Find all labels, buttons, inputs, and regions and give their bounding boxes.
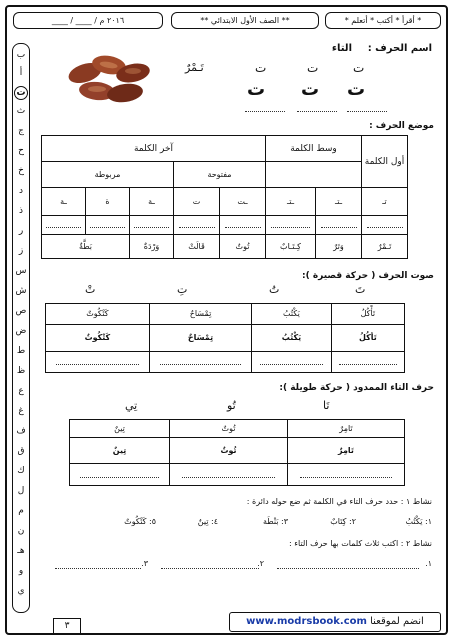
activity2-number: ٢. (257, 559, 264, 568)
alphabet-letter: ي (17, 586, 25, 596)
long-word-big: تُوتٌ (170, 438, 288, 464)
alphabet-letter: ج (18, 126, 24, 136)
alphabet-letter: ع (18, 386, 24, 396)
letter-name: التاء (331, 43, 352, 54)
word-cell: بَطَّةٌ (42, 235, 130, 259)
alphabet-letter: ط (16, 346, 26, 356)
alphabet-letter: هـ (17, 546, 25, 556)
form-cell: ـت (220, 188, 266, 216)
alphabet-letter: ض (15, 326, 27, 336)
header (7, 7, 446, 33)
long-word-big: تَامِرٌ (287, 438, 404, 464)
grade-box: ** الصف الأول الابتدائي ** (171, 12, 319, 29)
alphabet-letter: غ (18, 406, 24, 416)
middle-spacer (266, 162, 362, 188)
big-letter: ت (247, 79, 266, 100)
blank-cell[interactable] (362, 216, 408, 235)
form-cell: ت (174, 188, 220, 216)
trace-letter: ت (353, 61, 365, 75)
page-number: ٣ (53, 618, 81, 635)
activity2-number: ١. (425, 559, 432, 568)
alphabet-letter: د (18, 186, 23, 196)
alphabet-letter: ر (18, 226, 24, 236)
alphabet-letter: ث (16, 106, 26, 116)
alphabet-letter: ل (17, 486, 25, 496)
activity1-item[interactable]: ١: يَكْتُبُ (405, 517, 432, 526)
blank-cell[interactable] (174, 216, 220, 235)
word-cell: وَتَرٌ (316, 235, 362, 259)
picture-word: تَـمْرٌ (185, 61, 204, 74)
word-cell: قَالَتْ (174, 235, 220, 259)
blank-cell[interactable] (266, 216, 316, 235)
word-cell: وَرْدَةٌ (130, 235, 174, 259)
alphabet-column (12, 43, 30, 613)
dates-picture (63, 47, 159, 109)
alphabet-letter: ص (15, 306, 27, 316)
short-vowel-label: تْ (85, 283, 96, 296)
long-word-big: تِينٌ (70, 438, 170, 464)
blank-cell[interactable] (70, 464, 170, 486)
join-text: انضم لموقعنا (370, 616, 424, 627)
alphabet-letter: ف (16, 426, 26, 436)
form-cell: ـتـ (316, 188, 362, 216)
writing-line[interactable] (297, 111, 337, 112)
alphabet-letter: ن (17, 526, 25, 536)
activity1-item[interactable]: ٢: كِتَابٌ (330, 517, 356, 526)
blank-cell[interactable] (42, 216, 86, 235)
subheader-open: مفتوحة (174, 162, 266, 188)
short-vowel-title: صوت الحرف ( حركة قصيرة ): (301, 271, 434, 281)
activity1-item[interactable]: ٣: بَنْطَة (262, 517, 288, 526)
word-cell: تُوتٌ (220, 235, 266, 259)
letter-name-label: اسم الحرف : (367, 43, 432, 54)
activity2-line[interactable] (55, 568, 141, 569)
header-first: أول الكلمة (362, 136, 408, 188)
short-word-small: كَتْكُوتٌ (46, 304, 150, 325)
alphabet-letter: ك (17, 466, 25, 476)
worksheet-page (5, 5, 448, 635)
activity2-number: ٣. (141, 559, 148, 568)
short-vowel-table (45, 303, 405, 373)
long-word-small: تِينٌ (70, 420, 170, 438)
activity1-title: نشاط ١ : حدد حرف التاء في الكلمة ثم ضع حوله دائرة : (246, 497, 432, 506)
site-url-link[interactable]: www.modrsbook.com (246, 616, 367, 627)
site-banner[interactable] (229, 612, 441, 632)
form-cell: ة (86, 188, 130, 216)
blank-cell[interactable] (316, 216, 362, 235)
header-last: آخر الكلمة (42, 136, 266, 162)
header-middle: وسط الكلمة (266, 136, 362, 162)
alphabet-letter: ظ (16, 366, 26, 376)
activity2-title: نشاط ٢ : اكتب ثلاث كلمات بها حرف التاء : (289, 539, 432, 548)
blank-cell[interactable] (149, 352, 251, 373)
blank-cell[interactable] (86, 216, 130, 235)
form-cell: ـة (42, 188, 86, 216)
short-word-small: تِمْسَاحٌ (149, 304, 251, 325)
short-word-big: تَأكُلُ (331, 324, 404, 351)
blank-cell[interactable] (46, 352, 150, 373)
alphabet-letter: ب (16, 50, 26, 60)
long-vowel-title: حرف التاء الممدود ( حركة طويلة ): (279, 383, 434, 393)
writing-line[interactable] (347, 111, 387, 112)
date-box: ____ / ____ / ٢٠١٦ م (13, 12, 163, 29)
alphabet-letter: م (18, 506, 24, 516)
long-vowel-label: تِي (125, 399, 138, 412)
blank-cell[interactable] (130, 216, 174, 235)
trace-letter: ت (307, 61, 319, 75)
alphabet-letter: و (18, 566, 24, 576)
short-word-big: يَكْتُبُ (252, 324, 331, 351)
short-word-small: يَكْتُبُ (252, 304, 331, 325)
short-word-big: كَتْكُوتٌ (46, 324, 150, 351)
form-cell: ـة (130, 188, 174, 216)
form-cell: ـتـ (266, 188, 316, 216)
long-word-small: تَامِرٌ (287, 420, 404, 438)
long-vowel-label: تُو (227, 399, 236, 412)
writing-line[interactable] (245, 111, 285, 112)
blank-cell[interactable] (331, 352, 404, 373)
big-letter: ت (301, 79, 320, 100)
position-title: موضع الحرف : (369, 121, 434, 131)
big-letter: ت (347, 79, 366, 100)
alphabet-letter: ش (15, 286, 27, 296)
alphabet-letter: ق (17, 446, 25, 456)
activity2-line[interactable] (161, 568, 259, 569)
trace-letter: ت (255, 61, 267, 75)
short-vowel-label: تِ (177, 283, 188, 296)
activity1-item[interactable]: ٤: تِينٌ (197, 517, 218, 526)
alphabet-letter: خ (18, 166, 24, 176)
alphabet-letter: أ (19, 68, 23, 78)
long-vowel-table (69, 419, 405, 486)
alphabet-letter: س (15, 266, 27, 276)
subheader-tied: مربوطة (42, 162, 174, 188)
slogan-box: * أقرأ * أكتب * أتعلم * (325, 12, 441, 29)
short-word-big: تِمْسَاحٌ (149, 324, 251, 351)
long-vowel-label: تَا (323, 399, 330, 412)
position-table (41, 135, 408, 259)
blank-cell[interactable] (252, 352, 331, 373)
alphabet-letter-current: ت (14, 86, 28, 100)
word-cell: تَـمْرٌ (362, 235, 408, 259)
word-cell: كِـتَـابٌ (266, 235, 316, 259)
short-word-small: تَأْكُلُ (331, 304, 404, 325)
blank-cell[interactable] (287, 464, 404, 486)
activity2-line[interactable] (277, 568, 419, 569)
form-cell: تـ (362, 188, 408, 216)
alphabet-letter: ز (18, 246, 24, 256)
blank-cell[interactable] (220, 216, 266, 235)
short-vowel-label: تَ (355, 283, 366, 296)
blank-cell[interactable] (170, 464, 288, 486)
alphabet-letter: ذ (18, 206, 23, 216)
activity1-item[interactable]: ٥: كَتْكُوتٌ (124, 517, 156, 526)
alphabet-letter: ح (18, 146, 24, 156)
short-vowel-label: تُ (269, 283, 280, 296)
long-word-small: تُوتٌ (170, 420, 288, 438)
